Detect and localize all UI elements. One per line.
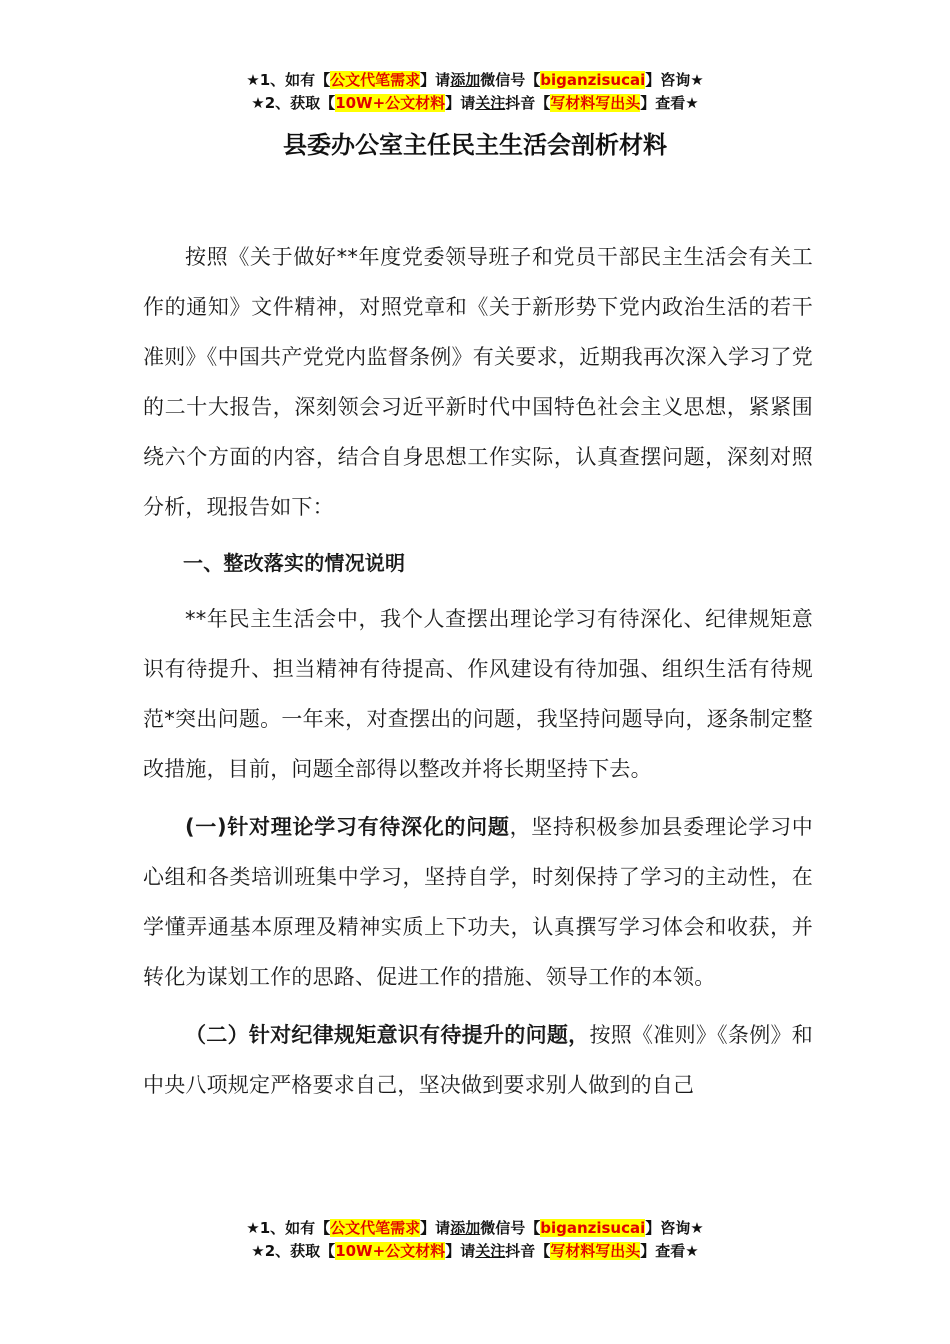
promo-text: 微信号【 <box>480 1219 541 1237</box>
promo-highlight: 10W+公文材料 <box>335 94 446 112</box>
promo-underlined: 添加 <box>450 71 481 89</box>
promo-highlight: 10W+公文材料 <box>335 1242 446 1260</box>
promo-text: 2、获取【 <box>264 1242 336 1260</box>
item-lead: （二）针对纪律规矩意识有待提升的问题， <box>185 1023 590 1047</box>
star-icon: ★ <box>246 71 260 89</box>
promo-text: 】咨询★ <box>645 1219 704 1237</box>
promo-highlight: 公文代笔需求 <box>330 1219 421 1237</box>
promo-text: 】请 <box>420 71 451 89</box>
item-paragraph-2 <box>143 1010 813 1110</box>
promo-line-2 <box>0 92 950 115</box>
document-title: 县委办公室主任民主生活会剖析材料 <box>283 131 667 159</box>
promo-text: 抖音【 <box>505 1242 551 1260</box>
promo-underlined: 关注 <box>475 94 506 112</box>
promo-highlight: 公文代笔需求 <box>330 71 421 89</box>
promo-underlined: 添加 <box>450 1219 481 1237</box>
document-body <box>143 232 813 1110</box>
item-lead: (一)针对理论学习有待深化的问题 <box>185 815 510 839</box>
star-icon: ★ <box>251 94 265 112</box>
item-paragraph-1 <box>143 802 813 1002</box>
promo-text: 1、如有【 <box>259 71 331 89</box>
promo-douyin-id: 写材料写出头 <box>550 94 641 112</box>
section-paragraph: **年民主生活会中，我个人查摆出理论学习有待深化、纪律规矩意识有待提升、担当精神有待提高、作风建设有待加强、组织生活有待规范*突出问题。一年来，对查摆出的问题，我坚持问题导向，逐条制定整改措施，目前，问题全部得以整改并将长期坚持下去。 <box>143 607 813 781</box>
promo-footer <box>0 1217 950 1263</box>
promo-text: 】咨询★ <box>645 71 704 89</box>
promo-text: 】查看★ <box>640 94 699 112</box>
promo-text: 微信号【 <box>480 71 541 89</box>
promo-text: 】请 <box>445 1242 476 1260</box>
star-icon: ★ <box>246 1219 260 1237</box>
promo-header <box>0 69 950 115</box>
promo-line-1 <box>0 69 950 92</box>
star-icon: ★ <box>251 1242 265 1260</box>
promo-text: 2、获取【 <box>264 94 336 112</box>
promo-text: 】请 <box>420 1219 451 1237</box>
item-text: ，坚持积极参加县委理论学习中心组和各类培训班集中学习，坚持自学，时刻保持了学习的主动性，在学懂弄通基本原理及精神实质上下功夫，认真撰写学习体会和收获，并转化为谋划工作的思路、促进工作的措施、领导工作的本领。 <box>143 815 813 989</box>
promo-line-2 <box>0 1240 950 1263</box>
intro-paragraph: 按照《关于做好**年度党委领导班子和党员干部民主生活会有关工作的通知》文件精神，对照党章和《关于新形势下党内政治生活的若干准则》《中国共产党党内监督条例》有关要求，近期我再次深入学习了党的二十大报告，深刻领会习近平新时代中国特色社会主义思想，紧紧围绕六个方面的内容，结合自身思想工作实际，认真查摆问题，深刻对照分析，现报告如下： <box>143 245 813 519</box>
item-text: 按照《准则》《条例》和中央八项规定严格要求自己，坚决做到要求别人做到的自己 <box>143 1023 813 1097</box>
promo-wechat-id: biganzisucai <box>540 1219 646 1237</box>
promo-douyin-id: 写材料写出头 <box>550 1242 641 1260</box>
promo-text: 抖音【 <box>505 94 551 112</box>
section-heading: 一、整改落实的情况说明 <box>183 551 406 575</box>
promo-text: 1、如有【 <box>259 1219 331 1237</box>
promo-wechat-id: biganzisucai <box>540 71 646 89</box>
promo-text: 】查看★ <box>640 1242 699 1260</box>
promo-underlined: 关注 <box>475 1242 506 1260</box>
promo-text: 】请 <box>445 94 476 112</box>
promo-line-1 <box>0 1217 950 1240</box>
